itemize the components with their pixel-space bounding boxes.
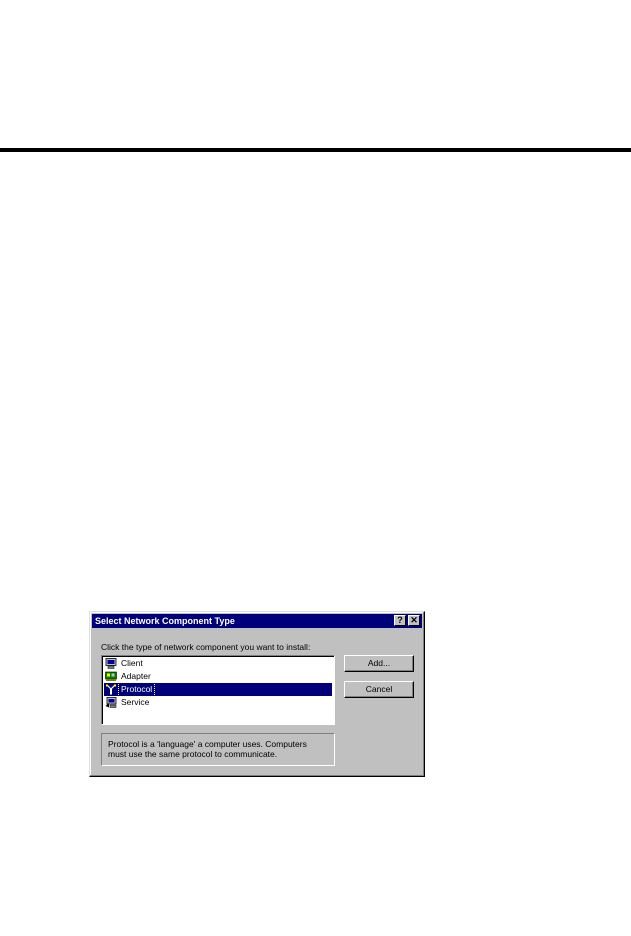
service-icon — [105, 697, 117, 708]
dialog-title: Select Network Component Type — [95, 616, 235, 626]
list-item-label: Service — [121, 697, 150, 707]
list-item-label: Adapter — [121, 671, 151, 681]
list-item-service[interactable] — [104, 696, 332, 709]
list-item-label: Protocol — [121, 684, 153, 694]
list-item-protocol[interactable] — [104, 683, 332, 696]
adapter-icon — [105, 671, 117, 682]
list-item-adapter[interactable] — [104, 670, 332, 683]
add-button[interactable]: Add... — [344, 655, 414, 672]
description-line-1: Protocol is a 'language' a computer uses. Computers — [108, 739, 307, 749]
instruction-label: Click the type of network component you want to install: — [101, 642, 311, 652]
help-button[interactable]: ? — [394, 615, 406, 626]
close-button[interactable]: ✕ — [408, 615, 420, 626]
list-item-client[interactable] — [104, 657, 332, 670]
title-bar[interactable] — [92, 614, 422, 628]
protocol-icon — [105, 684, 117, 695]
list-item-label: Client — [121, 658, 143, 668]
component-type-list[interactable] — [101, 655, 335, 725]
description-box — [101, 733, 335, 766]
description-line-2: must use the same protocol to communicate. — [108, 749, 278, 759]
cancel-button[interactable]: Cancel — [344, 681, 414, 698]
client-icon — [105, 658, 117, 669]
page-top-rule — [0, 148, 631, 152]
select-network-component-dialog — [89, 611, 425, 777]
